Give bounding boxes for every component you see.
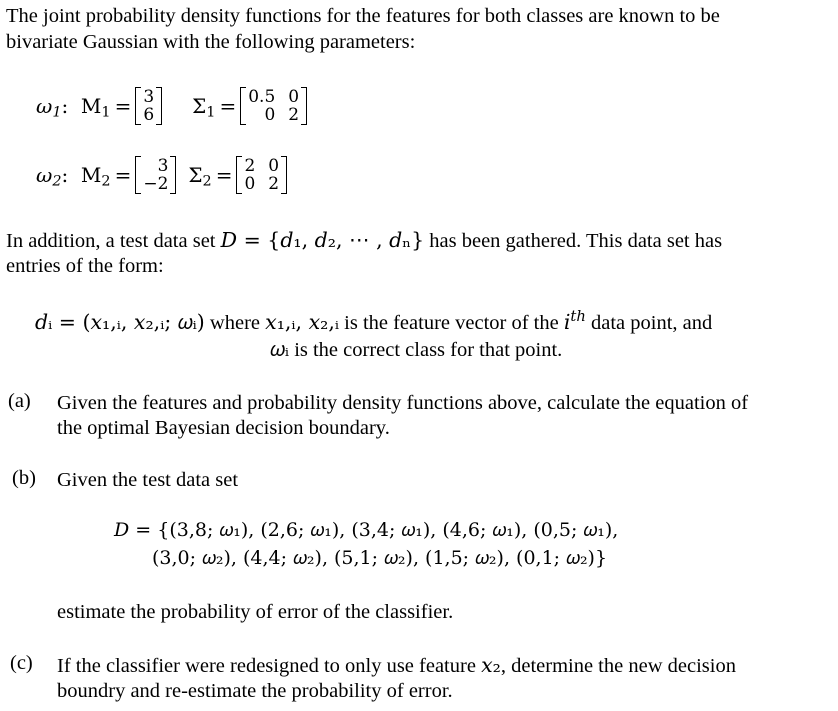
item-a-line-2: the optimal Bayesian decision boundary. (57, 417, 390, 439)
item-b-line-1: Given the test data set (57, 469, 239, 491)
x2-variable: 𝑥₂ (481, 653, 501, 677)
intro-line-2: bivariate Gaussian with the following parameters: (6, 31, 416, 53)
item-a-line-1: Given the features and probability density functions above, calculate the equation of (57, 392, 749, 414)
class2-params: $\omega_2$ : $M_2$ = 3 −2 $\Sigma_2$ = 2 0 0 2 (36, 157, 287, 193)
class1-params: $\omega_1$ : $M_1$ = 3 6 $\Sigma_1$ = 0.5 0 0 2 (36, 88, 307, 124)
entry-formula: 𝑑ᵢ = (𝑥₁,ᵢ, 𝑥₂,ᵢ; 𝜔ᵢ) (35, 310, 205, 334)
intro-line-1: The joint probability density functions for the features for both classes are known to be (6, 5, 720, 27)
mean2-matrix: 3 −2 (135, 157, 176, 193)
addition-line-1: In addition, a test data set 𝐷 = {𝑑₁, 𝑑₂, ⋯ , 𝑑ₙ} has been gathered. This data set has (6, 228, 723, 252)
cov2-matrix: 2 0 0 2 (236, 157, 287, 193)
item-b-line-2: estimate the probability of error of the classifier. (57, 601, 454, 623)
entry-line-2: 𝜔ᵢ is the correct class for that point. (270, 337, 563, 361)
dataset-symbol: 𝐷 = {𝑑₁, 𝑑₂, ⋯ , 𝑑ₙ} (220, 228, 425, 252)
item-a-label: (a) (8, 390, 31, 412)
mean1-symbol: $M_1$ (80, 94, 111, 121)
omega2-symbol: $\omega_2$ (36, 163, 62, 190)
entry-line-1: 𝑑ᵢ = (𝑥₁,ᵢ, 𝑥₂,ᵢ; 𝜔ᵢ) where 𝑥₁,ᵢ, 𝑥₂,ᵢ is the feature vector of the 𝑖$^{th}$ data point, and (35, 307, 713, 334)
test-set-line-1: 𝐷 = {(3,8; 𝜔₁), (2,6; 𝜔₁), (3,4; 𝜔₁), (4,6; 𝜔₁), (0,5; 𝜔₁), (114, 519, 619, 541)
sigma2-symbol: $\Sigma_2$ (188, 163, 212, 190)
test-set-line-2: (3,0; 𝜔₂), (4,4; 𝜔₂), (5,1; 𝜔₂), (1,5; 𝜔₂), (0,1; 𝜔₂)} (152, 547, 608, 569)
omega1-symbol: $\omega_1$ (36, 94, 62, 121)
cov1-matrix: 0.5 0 0 2 (240, 88, 307, 124)
mean2-symbol: $M_2$ (80, 163, 111, 190)
mean1-matrix: 3 6 (135, 88, 162, 124)
item-c-line-1: If the classifier were redesigned to only use feature 𝑥₂, determine the new decision (57, 653, 736, 677)
sigma1-symbol: $\Sigma_1$ (192, 94, 216, 121)
item-c-label: (c) (10, 652, 33, 674)
item-b-label: (b) (12, 467, 36, 489)
item-c-line-2: boundry and re-estimate the probability of error. (57, 680, 453, 702)
addition-line-2: entries of the form: (6, 255, 164, 277)
